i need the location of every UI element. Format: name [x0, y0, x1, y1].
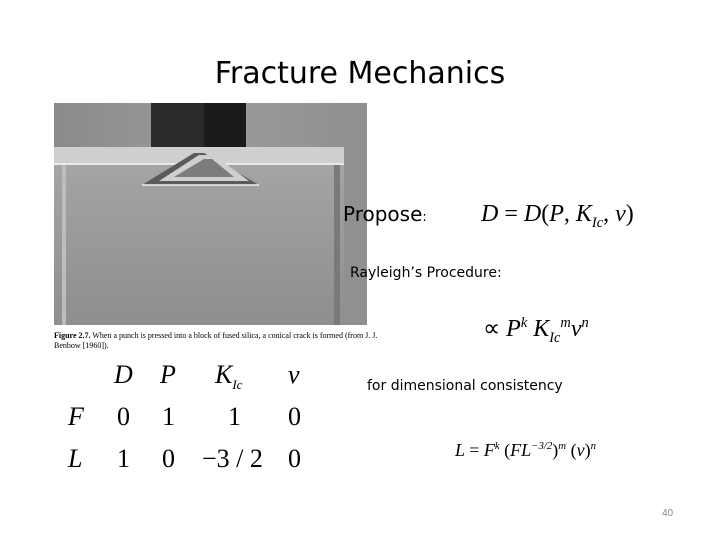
dim-L-nu: 0: [288, 444, 301, 473]
slide-number: 40: [662, 508, 674, 519]
figure-caption-label: Figure 2.7.: [54, 331, 91, 340]
dim-L-P: 0: [162, 444, 175, 473]
dim-L-D: 1: [117, 444, 130, 473]
dim-F-KIc: 1: [228, 402, 241, 431]
consistency-label: for dimensional consistency: [367, 378, 563, 394]
proportional-equation: ∝ $P^k$ $K_{Ic}^m\nu^n$: [483, 315, 589, 346]
fused-silica-photo: [54, 103, 367, 325]
dim-F-P: 1: [162, 402, 175, 431]
rayleigh-procedure-label: Rayleigh’s Procedure:: [350, 265, 502, 281]
dim-L-KIc: −3 / 2: [202, 444, 263, 473]
dim-header-nu: ν: [288, 360, 300, 389]
dim-header-D: D: [114, 360, 133, 389]
dim-F-D: 0: [117, 402, 130, 431]
dimension-table: [60, 360, 330, 480]
propose-equation: D = D(P, $K_{Ic}$, ν): [481, 201, 634, 231]
slide-title: Fracture Mechanics: [214, 56, 506, 91]
dim-header-KIc: $K_{Ic}$: [215, 360, 243, 393]
figure-caption: [54, 331, 384, 351]
figure-caption-text: When a punch is pressed into a block of fused silica, a conical crack is formed (from J. J. Benbow [1960]).: [54, 331, 378, 350]
dim-row-L-label: L: [68, 444, 83, 473]
dim-row-F-label: F: [68, 402, 84, 431]
consistency-equation: $L = F^k$ $(FL^{-3/2})^m$ $(\nu)^n$: [455, 440, 596, 460]
dim-header-P: P: [160, 360, 176, 389]
dim-F-nu: 0: [288, 402, 301, 431]
propose-label: Propose:: [343, 202, 427, 226]
